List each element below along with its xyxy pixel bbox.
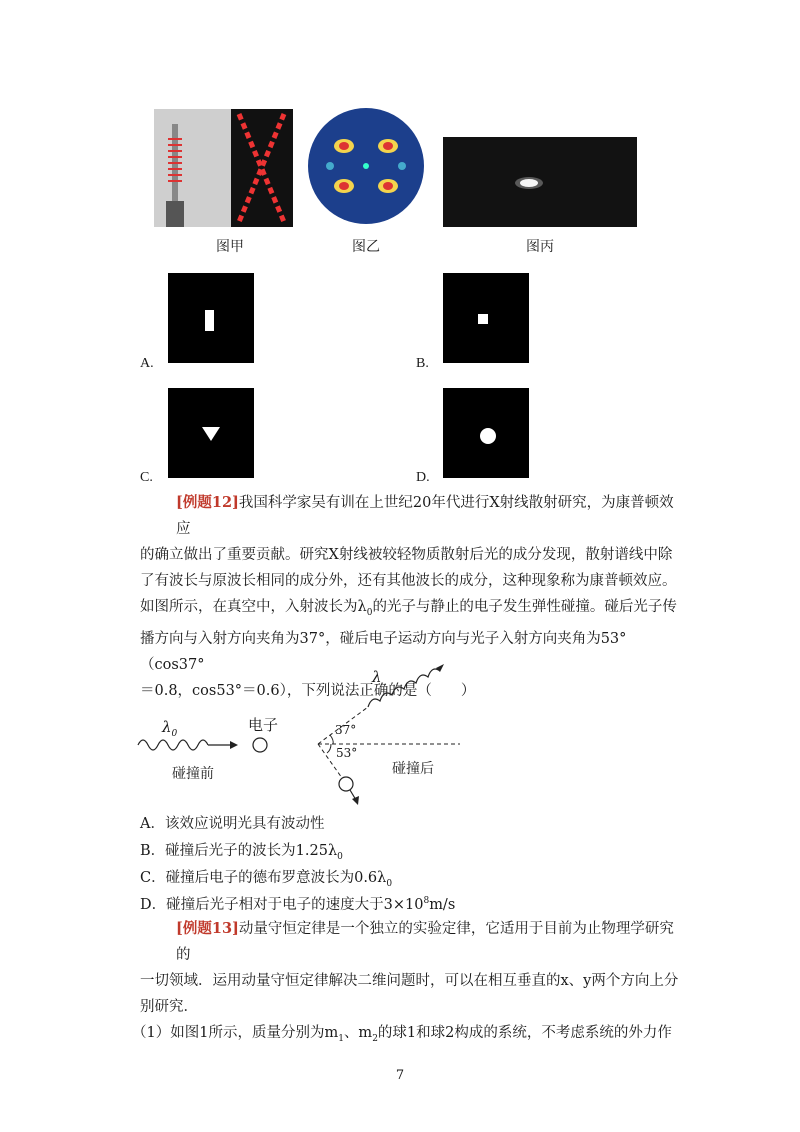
option-b-image[interactable] xyxy=(443,273,529,363)
figure-yi-image xyxy=(306,104,426,228)
after-label: 碰撞后 xyxy=(392,761,434,777)
figure-bing-illustration xyxy=(443,137,637,227)
example12-text-4b: 的光子与静止的电子发生弹性碰撞。碰后光子传 xyxy=(372,599,677,615)
triangle-down-icon xyxy=(168,388,254,478)
circle-icon xyxy=(443,388,529,478)
scattered-arrowhead xyxy=(436,664,444,672)
option-a-letter[interactable]: A. xyxy=(140,356,154,371)
figure-jia-illustration xyxy=(154,109,293,227)
option-d-image[interactable] xyxy=(443,388,529,478)
figure-jia-image xyxy=(154,109,293,227)
choice-c[interactable]: C．碰撞后电子的德布罗意波长为$0.6\lambda_0$ xyxy=(140,870,393,889)
example12-line-5: 播方向与入射方向夹角为37°，碰后电子运动方向与光子入射方向夹角为53°（cos37° xyxy=(140,630,627,673)
choice-b[interactable]: B．碰撞后光子的波长为$1.25\lambda_0$ xyxy=(140,843,343,862)
figure-yi-illustration xyxy=(306,104,426,228)
example12-line-1 xyxy=(140,490,680,542)
example13-part1: （1）如图1所示，质量分别为$m_1$、$m_2$的球1和球2构成的系统，不考虑系统的外力作 xyxy=(132,1025,672,1044)
lambda0-label: $\lambda_0$ xyxy=(162,718,178,739)
option-d-letter[interactable]: D. xyxy=(416,470,430,485)
option-c-letter[interactable]: C. xyxy=(140,470,153,485)
lambda-label: λ xyxy=(372,668,382,686)
example13-tag: [例题13] xyxy=(176,920,239,937)
electron-arrowhead xyxy=(352,796,359,805)
example12-line-2: 的确立做出了重要贡献。研究X射线被较轻物质散射后光的成分发现，散射谱线中除 xyxy=(140,547,673,563)
angle-arc-53 xyxy=(327,744,331,753)
tall-rectangle-icon xyxy=(168,273,254,363)
angle-arc-37 xyxy=(330,735,333,744)
example13-line-2: 一切领域．运用动量守恒定律解决二维问题时，可以在相互垂直的x、y两个方向上分 xyxy=(140,973,679,989)
option-a-image[interactable] xyxy=(168,273,254,363)
electron-after xyxy=(339,777,353,791)
electron-label: 电子 xyxy=(248,716,279,734)
example12-line-3: 了有波长与原波长相同的成分外，还有其他波长的成分，这种现象称为康普顿效应。 xyxy=(140,573,677,589)
compton-diagram-svg xyxy=(130,660,470,805)
choice-d[interactable]: D．碰撞后光子相对于电子的速度大于$3\times 10^8m/s$ xyxy=(140,896,456,913)
caption-yi: 图乙 xyxy=(352,239,380,255)
electron-before xyxy=(253,738,267,752)
lambda-subscript: 0 xyxy=(366,607,373,618)
example12-line-6: ＝0.8，cos53°＝0.6），下列说法正确的是（ ） xyxy=(140,682,476,699)
example13-paragraph xyxy=(132,916,685,1052)
before-label: 碰撞前 xyxy=(172,766,214,782)
incident-arrowhead xyxy=(230,741,238,749)
example12-tag: [例题12] xyxy=(176,494,239,511)
example12-text-4a: 如图所示，在真空中，入射波长为λ xyxy=(140,599,367,615)
compton-diagram xyxy=(130,660,470,805)
incident-wave xyxy=(138,740,208,750)
figure-bing-image xyxy=(443,137,637,227)
example12-text-1: 我国科学家吴有训在上世纪20年代进行X射线散射研究，为康普顿效应 xyxy=(176,495,674,537)
example13-line-1 xyxy=(140,916,685,968)
small-square-icon xyxy=(443,273,529,363)
choice-a[interactable]: A．该效应说明光具有波动性 xyxy=(140,816,325,832)
angle37-label: 37° xyxy=(335,723,357,737)
option-c-image[interactable] xyxy=(168,388,254,478)
example12-line-4 xyxy=(140,594,680,626)
caption-jia: 图甲 xyxy=(216,239,244,255)
page-number: 7 xyxy=(395,1068,405,1083)
caption-bing: 图丙 xyxy=(526,239,554,255)
example13-text-1: 动量守恒定律是一个独立的实验定律，它适用于目前为止物理学研究的 xyxy=(176,921,674,963)
example13-line-3: 别研究． xyxy=(140,999,198,1015)
angle53-label: 53° xyxy=(336,746,358,760)
option-b-letter[interactable]: B. xyxy=(416,356,429,371)
